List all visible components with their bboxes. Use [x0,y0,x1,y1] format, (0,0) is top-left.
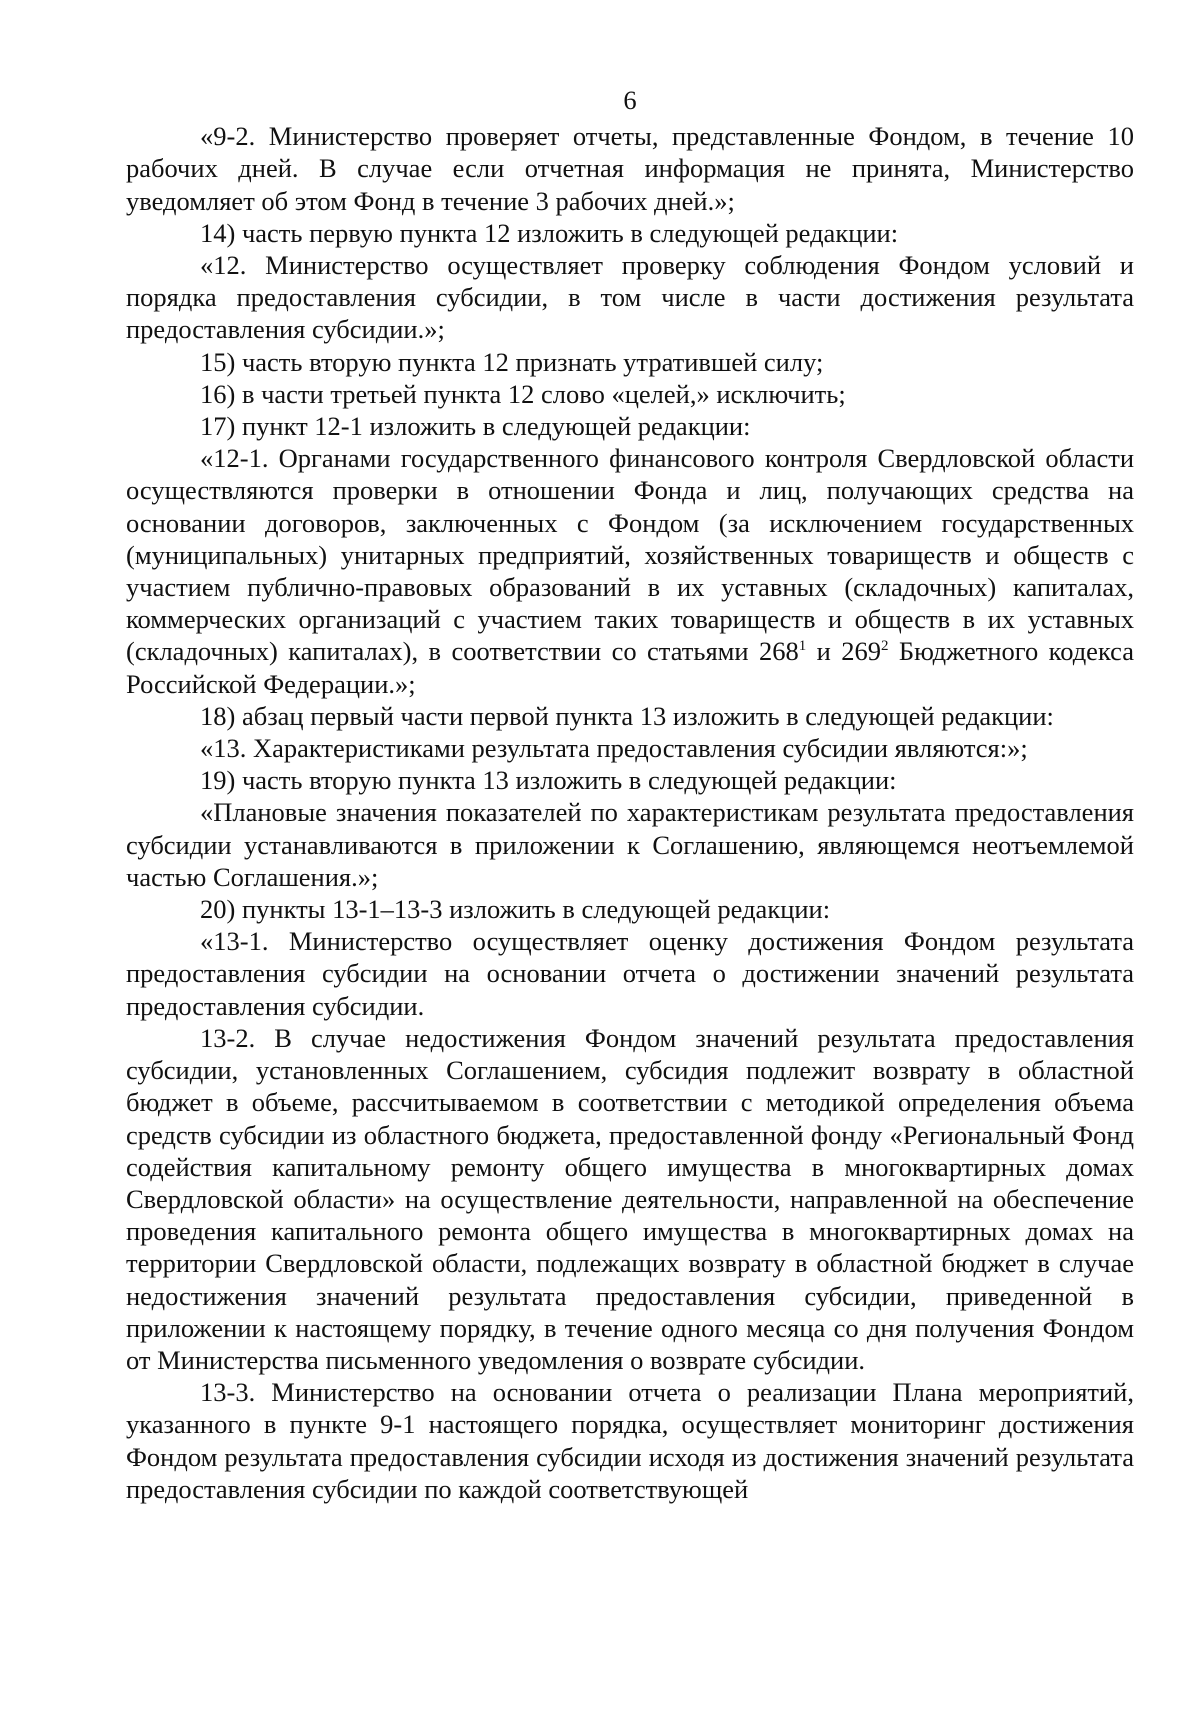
paragraph-item-20: 20) пункты 13-1–13-3 изложить в следующей редакции: [200,894,831,925]
page-number: 6 [623,85,637,115]
superscript-2: 2 [881,638,889,655]
paragraph-12-1-text-a: «12-1. Органами государственного финансового контроля Свердловской области осуществляются проверки в отношении Фонда и лиц, получающих средства на основании договоров, заключенных с Фондом (за исключением государственных (муниципальных) унитарных предприятий, хозяйственных товариществ и обществ с участием публично-правовых образований в их уставных (складочных) капиталах, коммерческих организаций с участием таких товариществ и обществ в их уставных (складочных) капиталах), в соответствии со статьями 268 [126,443,1134,667]
paragraph-13: «13. Характеристиками результата предоставления субсидии являются:»; [200,733,1028,764]
paragraph-item-15: 15) часть вторую пункта 12 признать утратившей силу; [200,346,824,377]
paragraph-12-1 [126,442,1134,700]
paragraph-item-14: 14) часть первую пункта 12 изложить в следующей редакции: [200,217,899,248]
paragraph-planned-values: «Плановые значения показателей по характеристикам результата предоставления субсидии устанавливаются в приложении к Соглашению, являющемся неотъемлемой частью Соглашения.»; [126,797,1134,892]
document-page [126,84,1134,1505]
paragraph-item-19: 19) часть вторую пункта 13 изложить в следующей редакции: [200,765,897,796]
paragraph-13-1: «13-1. Министерство осуществляет оценку достижения Фондом результата предоставления субсидии на основании отчета о достижении значений результата предоставления субсидии. [126,926,1134,1021]
paragraph-item-17: 17) пункт 12-1 изложить в следующей редакции: [200,411,751,442]
paragraph-9-2: «9-2. Министерство проверяет отчеты, представленные Фондом, в течение 10 рабочих дней. В случае если отчетная информация не принята, Министерство уведомляет об этом Фонд в течение 3 рабочих дней.»; [126,121,1134,216]
paragraph-12-1-text-b: и 269 [806,636,882,667]
paragraph-item-18: 18) абзац первый части первой пункта 13 изложить в следующей редакции: [200,700,1054,731]
paragraph-13-2: 13-2. В случае недостижения Фондом значений результата предоставления субсидии, установленных Соглашением, субсидия подлежит возврату в областной бюджет в объеме, рассчитываемом в соответствии с методикой определения объема средств субсидии из областного бюджета, предоставленной фонду «Региональный Фонд содействия капитальному ремонту общего имущества в многоквартирных домах Свердловской области» на осуществление деятельности, направленной на обеспечение проведения капитального ремонта общего имущества в многоквартирных домах на территории Свердловской области, подлежащих возврату в областной бюджет в случае недостижения значений результата предоставления субсидии, приведенной в приложении к настоящему порядку, в течение одного месяца со дня получения Фондом от Министерства письменного уведомления о возврате субсидии. [126,1022,1134,1375]
paragraph-12-1-text-c: Бюджетного кодекса Российской Федерации.»; [126,636,1135,699]
paragraph-12: «12. Министерство осуществляет проверку соблюдения Фондом условий и порядка предоставления субсидии, в том числе в части достижения результата предоставления субсидии.»; [126,250,1134,345]
superscript-1: 1 [798,638,807,655]
paragraph-item-16: 16) в части третьей пункта 12 слово «целей,» исключить; [200,378,846,409]
paragraph-13-3: 13-3. Министерство на основании отчета о реализации Плана мероприятий, указанного в пункте 9-1 настоящего порядка, осуществляет мониторинг достижения Фондом результата предоставления субсидии исходя из достижения значений результата предоставления субсидии по каждой соответствующей [126,1377,1134,1504]
